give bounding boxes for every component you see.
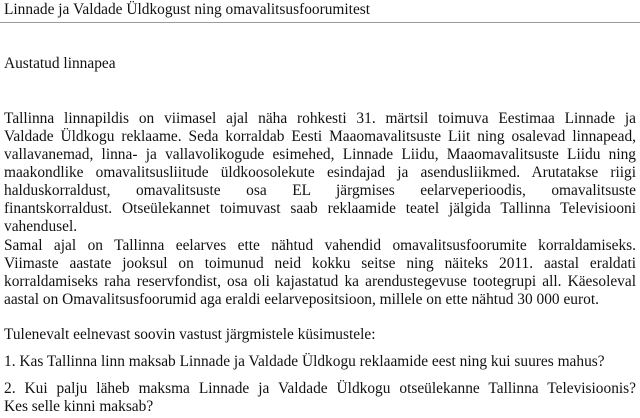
paragraph-line: halduskorraldust, omavalitsuste osa EL järgmises eelarveperioodis, omavalitsuste bbox=[4, 182, 636, 199]
paragraph-line: Samal ajal on Tallinna eelarves ette nähtud vahendid omavalitsusfoorumite korraldamiseks. bbox=[4, 237, 636, 254]
question-line: 2. Kui palju läheb maksma Linnade ja Valdade Üldkogu otseülekanne Tallinna Televisioonis? bbox=[4, 380, 636, 397]
question-1 bbox=[4, 353, 636, 371]
paragraph-line: Viimaste aastate jooksul on toimunud neid kokku seitse ning näiteks 2011. aastal eraldati bbox=[4, 255, 636, 272]
paragraph-line: vahendusel. bbox=[4, 218, 78, 235]
paragraph-line: Valdade Üldkogu reklaame. Seda korraldab Eesti Maaomavalitsuste Liit ning osalevad linnapead, bbox=[4, 128, 636, 145]
paragraph-line: maakondlike omavalitsusliitude üldkoosolekute esindajad ja asendusliikmed. Arutatakse riigi bbox=[4, 164, 636, 181]
paragraph-line: aastal on Omavalitsusfoorumid aga eraldi eelarvepositsioon, millele on ette nähtud 30 000 eurot. bbox=[4, 291, 599, 308]
paragraph-line: Tallinna linnapildis on viimasel ajal näha rohkesti 31. märtsil toimuva Eestimaa Linnade ja bbox=[4, 110, 636, 127]
paragraph-line: Tulenevalt eelnevast soovin vastust järgmistele küsimustele: bbox=[4, 326, 376, 343]
paragraph-budget bbox=[4, 237, 636, 309]
paragraph-request bbox=[4, 326, 636, 344]
paragraph-line: korraldamiseks raha reservfondist, osa oli kajastatud ka arendustegevuse tootegrupi all. Käesoleval bbox=[4, 273, 636, 290]
title-divider bbox=[0, 22, 640, 23]
question-line: 1. Kas Tallinna linn maksab Linnade ja Valdade Üldkogu reklaamide eest ning kui suures mahus? bbox=[4, 353, 605, 370]
paragraph-line: vallavanemad, linna- ja vallavolikogude esimehed, Linnade Liidu, Maaomavalitsuste Liidu ning bbox=[4, 146, 636, 163]
question-line: Kes selle kinni maksab? bbox=[4, 398, 154, 415]
document-title: Linnade ja Valdade Üldkogust ning omavalitsusfoorumitest bbox=[4, 1, 371, 18]
salutation: Austatud linnapea bbox=[4, 55, 116, 72]
question-2 bbox=[4, 380, 636, 416]
paragraph-intro bbox=[4, 110, 636, 236]
paragraph-line: finantskorraldust. Otseülekannet toimuvast saab reklaamide teatel jälgida Tallinna Televisiooni bbox=[4, 200, 636, 217]
